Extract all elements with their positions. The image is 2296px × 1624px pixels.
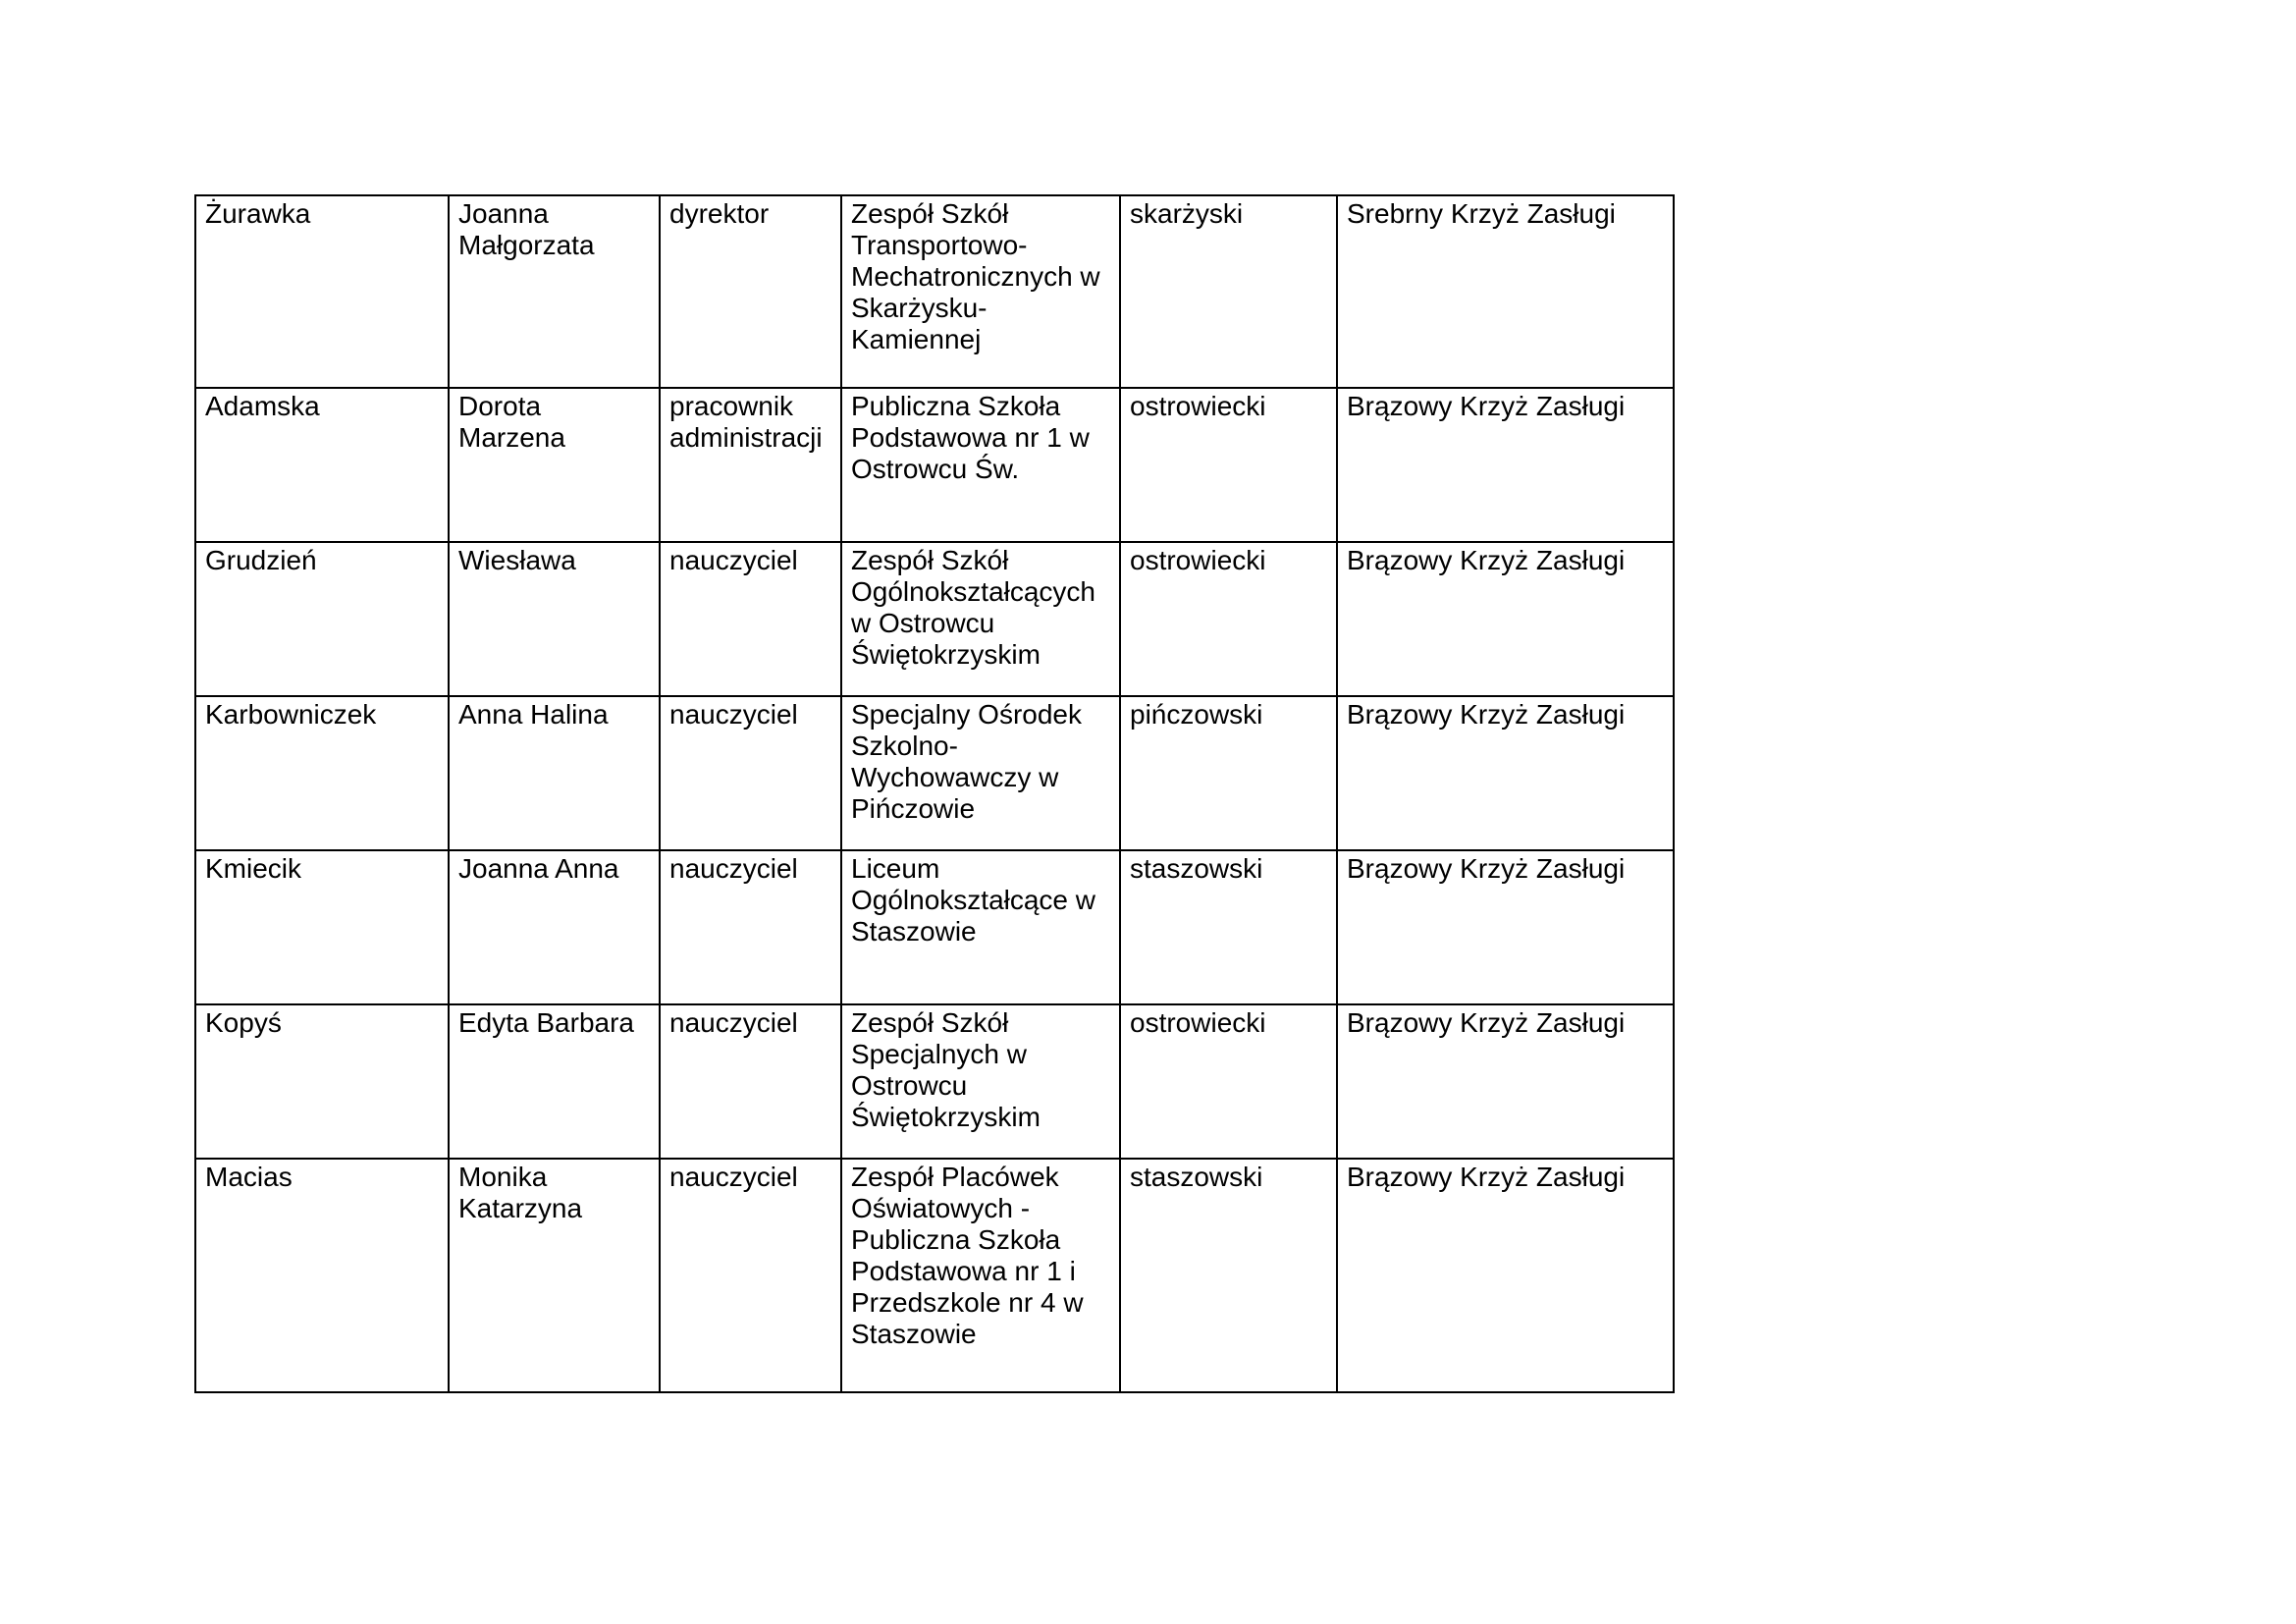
first-names-cell: Anna Halina — [449, 696, 660, 850]
county-cell: staszowski — [1120, 850, 1337, 1004]
school-cell: Zespół Szkół Ogólnokształcących w Ostrowcu Świętokrzyskim — [841, 542, 1120, 696]
table-row — [195, 696, 1674, 850]
table-row — [195, 195, 1674, 388]
first-names-cell: Monika Katarzyna — [449, 1159, 660, 1392]
table-row — [195, 1159, 1674, 1392]
county-cell: ostrowiecki — [1120, 388, 1337, 542]
school-cell: Zespół Placówek Oświatowych - Publiczna Szkoła Podstawowa nr 1 i Przedszkole nr 4 w Staszowie — [841, 1159, 1120, 1392]
position-cell: nauczyciel — [660, 1004, 841, 1159]
award-cell: Brązowy Krzyż Zasługi — [1337, 388, 1674, 542]
award-cell: Brązowy Krzyż Zasługi — [1337, 542, 1674, 696]
surname-cell: Żurawka — [195, 195, 449, 388]
county-cell: staszowski — [1120, 1159, 1337, 1392]
award-cell: Brązowy Krzyż Zasługi — [1337, 1004, 1674, 1159]
table-row — [195, 1004, 1674, 1159]
first-names-cell: Dorota Marzena — [449, 388, 660, 542]
school-cell: Publiczna Szkoła Podstawowa nr 1 w Ostrowcu Św. — [841, 388, 1120, 542]
county-cell: pińczowski — [1120, 696, 1337, 850]
position-cell: dyrektor — [660, 195, 841, 388]
award-cell: Brązowy Krzyż Zasługi — [1337, 1159, 1674, 1392]
school-cell: Zespół Szkół Specjalnych w Ostrowcu Świętokrzyskim — [841, 1004, 1120, 1159]
position-cell: nauczyciel — [660, 542, 841, 696]
school-cell: Zespół Szkół Transportowo- Mechatronicznych w Skarżysku- Kamiennej — [841, 195, 1120, 388]
county-cell: ostrowiecki — [1120, 1004, 1337, 1159]
awards-table — [194, 194, 1675, 1393]
first-names-cell: Joanna Małgorzata — [449, 195, 660, 388]
position-cell: nauczyciel — [660, 696, 841, 850]
table-row — [195, 542, 1674, 696]
surname-cell: Adamska — [195, 388, 449, 542]
award-cell: Brązowy Krzyż Zasługi — [1337, 696, 1674, 850]
surname-cell: Kmiecik — [195, 850, 449, 1004]
first-names-cell: Edyta Barbara — [449, 1004, 660, 1159]
surname-cell: Kopyś — [195, 1004, 449, 1159]
award-cell: Srebrny Krzyż Zasługi — [1337, 195, 1674, 388]
county-cell: skarżyski — [1120, 195, 1337, 388]
first-names-cell: Joanna Anna — [449, 850, 660, 1004]
award-cell: Brązowy Krzyż Zasługi — [1337, 850, 1674, 1004]
position-cell: nauczyciel — [660, 850, 841, 1004]
surname-cell: Grudzień — [195, 542, 449, 696]
school-cell: Liceum Ogólnokształcące w Staszowie — [841, 850, 1120, 1004]
surname-cell: Macias — [195, 1159, 449, 1392]
table-row — [195, 850, 1674, 1004]
position-cell: pracownik administracji — [660, 388, 841, 542]
school-cell: Specjalny Ośrodek Szkolno- Wychowawczy w Pińczowie — [841, 696, 1120, 850]
surname-cell: Karbowniczek — [195, 696, 449, 850]
first-names-cell: Wiesława — [449, 542, 660, 696]
county-cell: ostrowiecki — [1120, 542, 1337, 696]
table-row — [195, 388, 1674, 542]
position-cell: nauczyciel — [660, 1159, 841, 1392]
